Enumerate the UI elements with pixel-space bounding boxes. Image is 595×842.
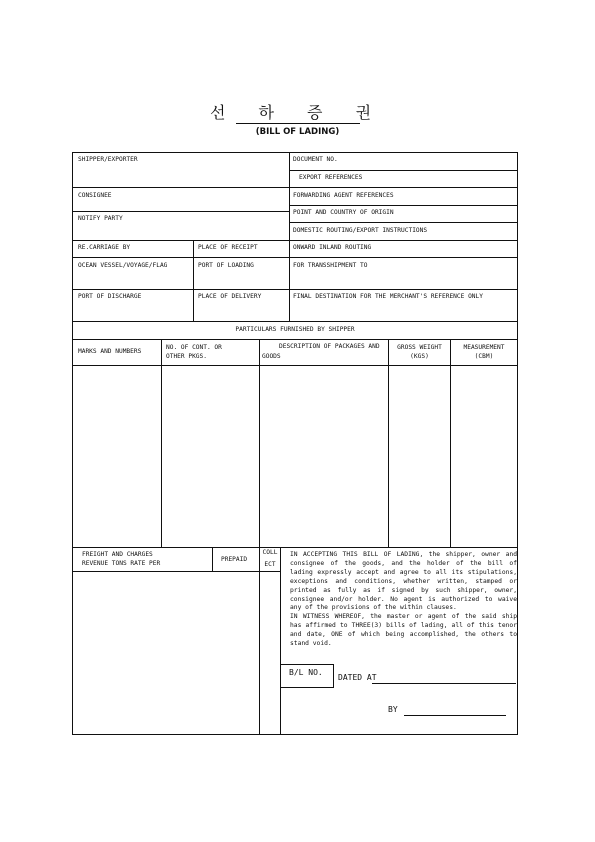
port-of-loading-label: PORT OF LOADING [198,262,254,269]
rule [289,170,518,171]
document-no-label: DOCUMENT NO. [293,156,338,163]
notify-party-label: NOTIFY PARTY [78,215,123,222]
collect-label-line1: COLL [262,549,278,556]
port-of-discharge-label: PORT OF DISCHARGE [78,293,142,300]
onward-routing-label: ONWARD INLAND ROUTING [293,244,372,251]
consignee-label: CONSIGNEE [78,192,112,199]
rule [72,321,518,322]
description-header-line1: DESCRIPTION OF PACKAGES AND [279,343,380,350]
domestic-routing-label: DOMESTIC ROUTING/EXPORT INSTRUCTIONS [293,227,428,234]
rule [193,240,194,321]
containers-header-line2: OTHER PKGS. [166,353,207,360]
acceptance-clause: IN ACCEPTING THIS BILL OF LADING, the shipper, owner and consignee of the goods, and the holder of the bill of lading expressly accept and agree to all its stipulations, exceptions and conditions, whether written, stamped or printed as fully as if signed by such shipper, owner, consignee and/or holder. No agent is authorized to waive any of the provisions of the within clauses. [290,551,517,612]
rule [280,547,281,735]
prepaid-label: PREPAID [221,556,248,563]
rule [212,547,213,571]
forwarding-agent-label: FORWARDING AGENT REFERENCES [293,192,394,199]
rule [72,289,518,290]
terms-text [290,551,517,649]
rule [388,339,389,547]
export-references-label: EXPORT REFERENCES [299,174,363,181]
rule [259,547,260,735]
document-subtitle: (BILL OF LADING) [255,127,340,137]
rule [450,339,451,547]
transshipment-label: FOR TRANSSHIPMENT TO [293,262,368,269]
rule [289,222,518,223]
bl-no-label: B/L NO. [289,668,323,677]
signature-line [404,715,506,716]
rule [289,152,290,321]
rule [259,339,260,547]
dated-at-label: DATED AT [338,673,377,682]
measurement-header-line2: (CBM) [474,353,494,360]
shipper-label: SHIPPER/EXPORTER [78,156,138,163]
pre-carriage-label: RE.CARRIAGE BY [78,244,131,251]
place-of-delivery-label: PLACE OF DELIVERY [198,293,262,300]
marks-header: MARKS AND NUMBERS [78,348,142,355]
point-country-origin-label: POINT AND COUNTRY OF ORIGIN [293,209,394,216]
gross-weight-header-line2: (KGS) [410,353,429,360]
document-title: 선 하 증 권 [209,103,386,122]
rule [72,257,518,258]
by-label: BY [388,705,398,714]
place-of-receipt-label: PLACE OF RECEIPT [198,244,258,251]
title-underline [236,123,360,124]
rule [72,547,518,548]
rule [72,339,518,340]
description-header-line2: GOODS [262,353,281,360]
freight-charges-line2: REVENUE TONS RATE PER [82,560,161,567]
freight-charges-line1: FREIGHT AND CHARGES [82,551,153,558]
rule [72,187,518,188]
ocean-vessel-label: OCEAN VESSEL/VOYAGE/FLAG [78,262,168,269]
rule [72,240,518,241]
rule [72,571,280,572]
rule [161,339,162,547]
rule [72,365,518,366]
particulars-heading: PARTICULARS FURNISHED BY SHIPPER [235,326,355,333]
containers-header-line1: NO. OF CONT. OR [166,344,222,351]
rule [72,211,289,212]
rule [289,205,518,206]
collect-label-line2: ECT [264,561,276,568]
final-destination-label: FINAL DESTINATION FOR THE MERCHANT'S REFERENCE ONLY [293,293,483,300]
measurement-header-line1: MEASUREMENT [463,344,505,351]
dated-at-line [372,683,516,684]
witness-clause: IN WITNESS WHEREOF, the master or agent of the said ship has affirmed to THREE(3) bills of lading, all of this tenor and date, ONE of which being accomplished, the others to stand void. [290,613,517,648]
gross-weight-header-line1: GROSS WEIGHT [397,344,442,351]
